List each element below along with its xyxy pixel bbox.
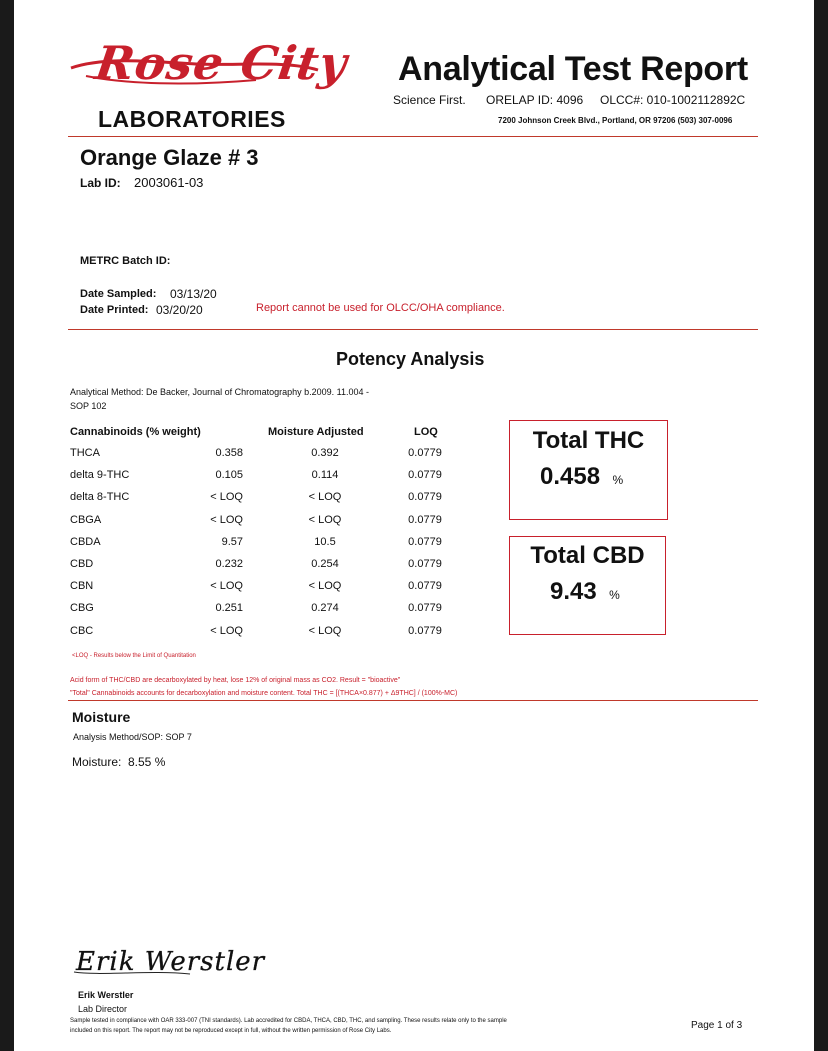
adjusted-value: < LOQ <box>308 580 342 593</box>
cannabinoid-name: CBGA <box>70 513 102 526</box>
cannabinoid-name: delta 9-THC <box>70 469 130 482</box>
loq-value: 0.0779 <box>408 513 442 526</box>
acid-note: Acid form of THC/CBD are decarboxylated by heat, lose 12% of original mass as CO2. Result = "bioactive" <box>70 677 401 684</box>
moisture-label: Moisture: <box>72 755 122 769</box>
metrc-label: METRC Batch ID: <box>80 255 171 267</box>
tagline: Science First. <box>393 93 466 107</box>
date-printed-label: Date Printed: <box>80 304 149 316</box>
sample-divider <box>68 329 758 330</box>
olcc-number: OLCC#: 010-1002112892C <box>600 93 746 107</box>
adjusted-value: 0.274 <box>311 602 339 615</box>
total-cbd-value: 9.43 <box>550 578 597 605</box>
total-cbd-value-group <box>550 578 620 606</box>
adjusted-value: < LOQ <box>308 491 342 504</box>
loq-value: 0.0779 <box>408 469 442 482</box>
moisture-value: 8.55 % <box>128 755 166 769</box>
compliance-warning: Report cannot be used for OLCC/OHA compliance. <box>256 302 505 314</box>
weight-value: < LOQ <box>210 580 243 593</box>
loq-value: 0.0779 <box>408 624 442 637</box>
moisture-title: Moisture <box>72 709 131 725</box>
total-thc-value: 0.458 <box>540 463 601 490</box>
cannabinoid-name: delta 8-THC <box>70 491 130 504</box>
disclaimer-line2: included on this report. The report may not be reproduced except in full, without the written permission of Rose City Labs. <box>70 1028 392 1034</box>
date-sampled-label: Date Sampled: <box>80 288 157 300</box>
signature-text: Erik Werstler <box>76 947 266 977</box>
loq-value: 0.0779 <box>408 447 442 459</box>
potency-method-line2: SOP 102 <box>70 401 107 411</box>
signature-image <box>70 940 290 980</box>
signer-title: Lab Director <box>78 1004 128 1014</box>
weight-value: 0.358 <box>215 447 243 459</box>
disclaimer-line1: Sample tested in compliance with OAR 333-007 (TNI standards). Lab accredited for CBDA, THCA, CBD, THC, and sampling. These results relate only to the sample <box>70 1018 507 1024</box>
total-thc-box <box>509 420 668 520</box>
adjusted-value: < LOQ <box>308 624 342 637</box>
moisture-method: Analysis Method/SOP: SOP 7 <box>73 732 192 742</box>
total-note: "Total" Cannabinoids accounts for decarboxylation and moisture content. Total THC = [(THCA×0.877) + Δ9THC] / (100%-MC) <box>70 690 458 697</box>
signer-name: Erik Werstler <box>78 990 134 1000</box>
cannabinoid-name: THCA <box>70 447 100 459</box>
header-loq: LOQ <box>414 426 438 438</box>
report-title: Analytical Test Report <box>398 50 748 88</box>
cannabinoid-name: CBD <box>70 558 94 570</box>
cannabinoid-name: CBG <box>70 602 94 615</box>
loq-value: 0.0779 <box>408 558 442 570</box>
sample-name: Orange Glaze # 3 <box>80 145 259 170</box>
weight-value: 0.232 <box>215 558 243 570</box>
report-page <box>14 0 814 1051</box>
loq-note: <LOQ - Results below the Limit of Quantitation <box>72 653 196 659</box>
total-cbd-box <box>509 536 666 635</box>
adjusted-value: < LOQ <box>308 513 342 526</box>
adjusted-value: 10.5 <box>314 535 336 548</box>
date-sampled-value: 03/13/20 <box>170 287 217 301</box>
weight-value: < LOQ <box>210 491 243 504</box>
weight-value: 0.251 <box>215 602 243 615</box>
adjusted-value: 0.114 <box>311 469 339 482</box>
header-moisture-adjusted: Moisture Adjusted <box>268 426 364 438</box>
adjusted-value: 0.254 <box>311 558 339 570</box>
loq-value: 0.0779 <box>408 602 442 615</box>
potency-divider <box>68 700 758 701</box>
loq-value: 0.0779 <box>408 580 442 593</box>
weight-value: < LOQ <box>210 513 243 526</box>
company-logo <box>66 36 351 136</box>
date-printed-value: 03/20/20 <box>156 303 203 317</box>
cannabinoid-name: CBC <box>70 624 94 637</box>
total-cbd-label: Total CBD <box>530 542 645 569</box>
cannabinoid-name: CBDA <box>70 535 101 548</box>
loq-value: 0.0779 <box>408 535 442 548</box>
logo-laboratories-text: LABORATORIES <box>98 106 286 132</box>
total-thc-label: Total THC <box>532 427 645 454</box>
total-thc-value-group <box>540 463 623 491</box>
orelap-id: ORELAP ID: 4096 <box>486 93 584 107</box>
lab-id-label: Lab ID: <box>80 176 121 190</box>
lab-address: 7200 Johnson Creek Blvd., Portland, OR 97206 (503) 307-0096 <box>498 116 733 125</box>
adjusted-value: 0.392 <box>311 447 339 459</box>
page-number: Page 1 of 3 <box>691 1020 743 1031</box>
header-cannabinoids: Cannabinoids (% weight) <box>70 426 201 438</box>
logo-script-text: Rose City <box>92 36 351 90</box>
total-thc-unit: % <box>612 473 624 487</box>
potency-method-line1: Analytical Method: De Backer, Journal of Chromatography b.2009. 11.004 - <box>70 387 370 397</box>
loq-value: 0.0779 <box>408 491 442 504</box>
total-cbd-unit: % <box>609 588 620 602</box>
potency-title: Potency Analysis <box>336 349 485 369</box>
cannabinoid-name: CBN <box>70 580 94 593</box>
weight-value: < LOQ <box>210 624 243 637</box>
lab-id-value: 2003061-03 <box>134 175 204 190</box>
header-divider <box>68 136 758 137</box>
weight-value: 0.105 <box>215 469 243 482</box>
weight-value: 9.57 <box>221 535 243 548</box>
